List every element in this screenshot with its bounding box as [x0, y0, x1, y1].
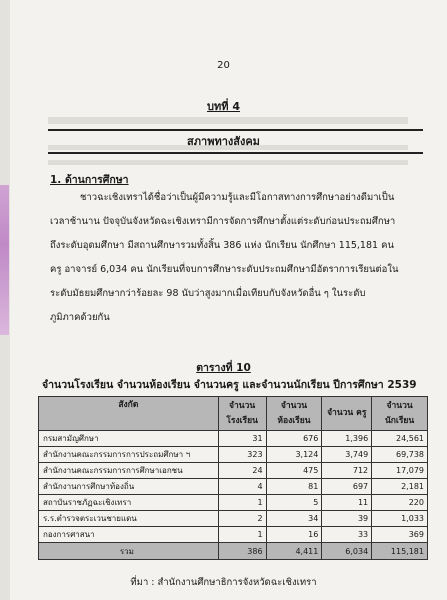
- bleed-through-text: [48, 117, 408, 124]
- paragraph-line: เวลาช้านาน ปัจจุบันจังหวัดฉะเชิงเทรามีการจัดการศึกษาตั้งแต่ระดับก่อนประถมศึกษา: [50, 216, 396, 227]
- row-teachers: 3,749: [322, 447, 372, 463]
- row-schools: 1: [218, 527, 266, 543]
- row-affiliation: กองการศาสนา: [39, 527, 219, 543]
- margin-stamp: [0, 185, 9, 335]
- row-affiliation: สำนักงานการศึกษาท้องถิ่น: [39, 479, 219, 495]
- total-label: รวม: [39, 543, 219, 560]
- table-row: [39, 527, 428, 543]
- row-schools: 1: [218, 495, 266, 511]
- row-students: 69,738: [372, 447, 428, 463]
- row-students: 2,181: [372, 479, 428, 495]
- row-classrooms: 81: [266, 479, 322, 495]
- bottom-rule: [48, 152, 423, 154]
- row-students: 1,033: [372, 511, 428, 527]
- row-students: 369: [372, 527, 428, 543]
- page-number: 20: [217, 60, 230, 71]
- table-number: ตารางที่ 10: [196, 362, 251, 374]
- paragraph-line: ครู อาจารย์ 6,034 คน นักเรียนที่จบการศึกษาระดับประถมศึกษามีอัตราการเรียนต่อใน: [50, 264, 399, 275]
- header-cell-teachers: จำนวน ครู: [322, 397, 372, 431]
- row-teachers: 712: [322, 463, 372, 479]
- header-cell-students: จำนวน นักเรียน: [372, 397, 428, 431]
- table-total-row: [39, 543, 428, 560]
- row-affiliation: ร.ร.ตำรวจตระเวนชายแดน: [39, 511, 219, 527]
- total-students: 115,181: [372, 543, 428, 560]
- paragraph-line: ระดับมัธยมศึกษากว่าร้อยละ 98 นับว่าสูงมากเมื่อเทียบกับจังหวัดอื่น ๆ ในระดับ: [50, 288, 366, 299]
- row-classrooms: 676: [266, 431, 322, 447]
- row-affiliation: สำนักงานคณะกรรมการการศึกษาเอกชน: [39, 463, 219, 479]
- paragraph-line: ชาวฉะเชิงเทราได้ชื่อว่าเป็นผู้มีความรู้และมีโอกาสทางการศึกษาอย่างดีมาเป็น: [80, 192, 395, 203]
- table-row: [39, 511, 428, 527]
- table-row: [39, 447, 428, 463]
- row-classrooms: 3,124: [266, 447, 322, 463]
- table-row: [39, 479, 428, 495]
- total-classrooms: 4,411: [266, 543, 322, 560]
- header-cell-schools: จำนวน โรงเรียน: [218, 397, 266, 431]
- table-row: [39, 431, 428, 447]
- table-row: [39, 495, 428, 511]
- row-teachers: 33: [322, 527, 372, 543]
- data-table: [38, 396, 428, 560]
- total-teachers: 6,034: [322, 543, 372, 560]
- row-students: 17,079: [372, 463, 428, 479]
- header-cell-affiliation: สังกัด: [39, 397, 219, 431]
- source-note: ที่มา : สำนักงานศึกษาธิการจังหวัดฉะเชิงเทรา: [130, 577, 317, 588]
- table-title: จำนวนโรงเรียน จำนวนห้องเรียน จำนวนครู และจำนวนนักเรียน ปีการศึกษา 2539: [42, 379, 417, 391]
- row-affiliation: กรมสามัญศึกษา: [39, 431, 219, 447]
- row-classrooms: 34: [266, 511, 322, 527]
- paragraph-line: ภูมิภาคด้วยกัน: [50, 312, 110, 323]
- table-header-row: [39, 397, 428, 431]
- row-teachers: 697: [322, 479, 372, 495]
- row-schools: 24: [218, 463, 266, 479]
- total-schools: 386: [218, 543, 266, 560]
- bleed-through-text: [48, 160, 408, 165]
- chapter-title: บทที่ 4: [207, 100, 240, 113]
- row-classrooms: 16: [266, 527, 322, 543]
- row-classrooms: 5: [266, 495, 322, 511]
- row-teachers: 1,396: [322, 431, 372, 447]
- paragraph-line: ถึงระดับอุดมศึกษา มีสถานศึกษารวมทั้งสิ้น 386 แห่ง นักเรียน นักศึกษา 115,181 คน: [50, 240, 394, 251]
- row-affiliation: สำนักงานคณะกรรมการการประถมศึกษา ฯ: [39, 447, 219, 463]
- subheading: 1. ด้านการศึกษา: [50, 174, 129, 186]
- row-schools: 2: [218, 511, 266, 527]
- row-teachers: 39: [322, 511, 372, 527]
- header-cell-classrooms: จำนวน ห้องเรียน: [266, 397, 322, 431]
- top-rule: [48, 129, 423, 131]
- row-schools: 31: [218, 431, 266, 447]
- section-title: สภาพทางสังคม: [187, 135, 260, 148]
- row-teachers: 11: [322, 495, 372, 511]
- row-schools: 4: [218, 479, 266, 495]
- row-students: 24,561: [372, 431, 428, 447]
- row-students: 220: [372, 495, 428, 511]
- row-schools: 323: [218, 447, 266, 463]
- table-row: [39, 463, 428, 479]
- row-affiliation: สถาบันราชภัฏฉะเชิงเทรา: [39, 495, 219, 511]
- row-classrooms: 475: [266, 463, 322, 479]
